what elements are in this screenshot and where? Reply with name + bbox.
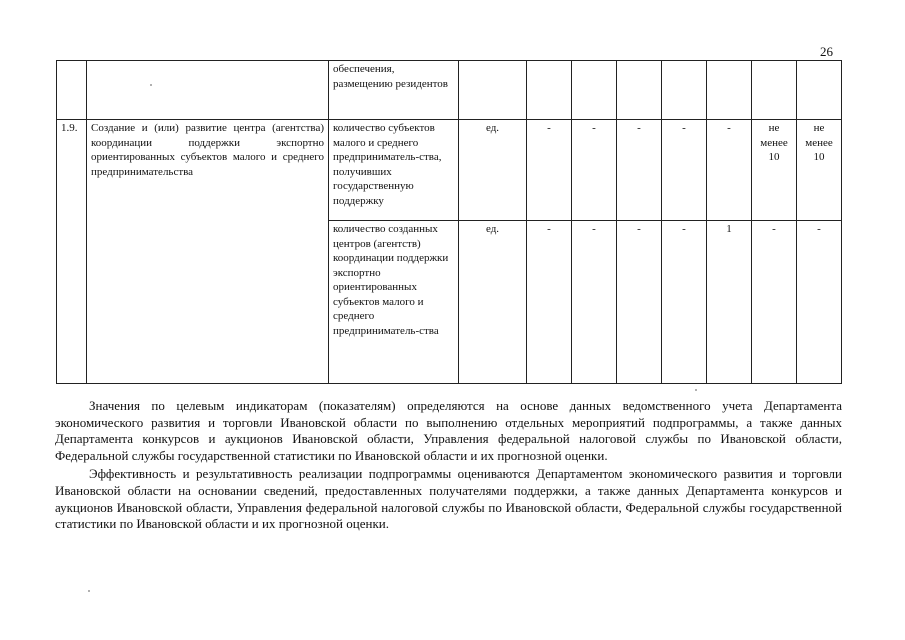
row-number-cell	[57, 61, 87, 120]
value-cell: 1	[707, 221, 752, 384]
paragraph: Значения по целевым индикаторам (показателям) определяются на основе данных ведомственного учета Департамента экономического развития и торговли Ивановской области по выполнению отдельных мероприятий подпрограммы, а также данных Департамента конкурсов и аукционов Ивановской области, Управления федеральной налоговой службы по Ивановской области, Федеральной службы государственной статистики по Ивановской области и их прогнозной оценки.	[55, 398, 842, 463]
value-cell: -	[662, 221, 707, 384]
table-row	[57, 61, 842, 120]
value-cell: -	[527, 221, 572, 384]
value-cell: -	[752, 221, 797, 384]
row-number-cell: 1.9.	[57, 120, 87, 384]
indicator-cell: обеспечения, размещению резидентов	[329, 61, 459, 120]
body-text	[55, 398, 842, 533]
value-cell	[572, 61, 617, 120]
measure-name-cell: Создание и (или) развитие центра (агентства) координации поддержки экспортно ориентированных субъектов малого и среднего предпринимательства	[87, 120, 329, 384]
value-cell: -	[662, 120, 707, 221]
unit-cell: ед.	[459, 120, 527, 221]
scan-speck	[88, 590, 90, 592]
value-cell: не менее 10	[752, 120, 797, 221]
unit-cell	[459, 61, 527, 120]
value-cell	[797, 61, 842, 120]
value-cell: -	[707, 120, 752, 221]
value-cell	[617, 61, 662, 120]
scan-speck	[695, 389, 697, 391]
value-cell	[527, 61, 572, 120]
measure-name-cell	[87, 61, 329, 120]
value-cell: -	[617, 120, 662, 221]
paragraph: Эффективность и результативность реализации подпрограммы оцениваются Департаментом экономического развития и торговли Ивановской области на основании сведений, предоставленных получателями поддержки, а также данных Департамента конкурсов и аукционов Ивановской области, Управления федеральной налоговой службы по Ивановской области, Федеральной службы государственной статистики по Ивановской области и их прогнозной оценки.	[55, 466, 842, 532]
scan-speck	[150, 84, 152, 86]
indicator-cell: количество субъектов малого и среднего предприниматель-ства, получивших государственную поддержку	[329, 120, 459, 221]
value-cell: -	[617, 221, 662, 384]
value-cell: не менее 10	[797, 120, 842, 221]
value-cell: -	[572, 120, 617, 221]
unit-cell: ед.	[459, 221, 527, 384]
page-number: 26	[820, 44, 833, 59]
value-cell: -	[572, 221, 617, 384]
indicators-table	[56, 60, 842, 384]
value-cell	[707, 61, 752, 120]
value-cell	[662, 61, 707, 120]
table-row	[57, 120, 842, 221]
indicator-cell: количество созданных центров (агентств) координации поддержки экспортно ориентированных субъектов малого и среднего предприниматель-ства	[329, 221, 459, 384]
value-cell	[752, 61, 797, 120]
value-cell: -	[527, 120, 572, 221]
value-cell: -	[797, 221, 842, 384]
